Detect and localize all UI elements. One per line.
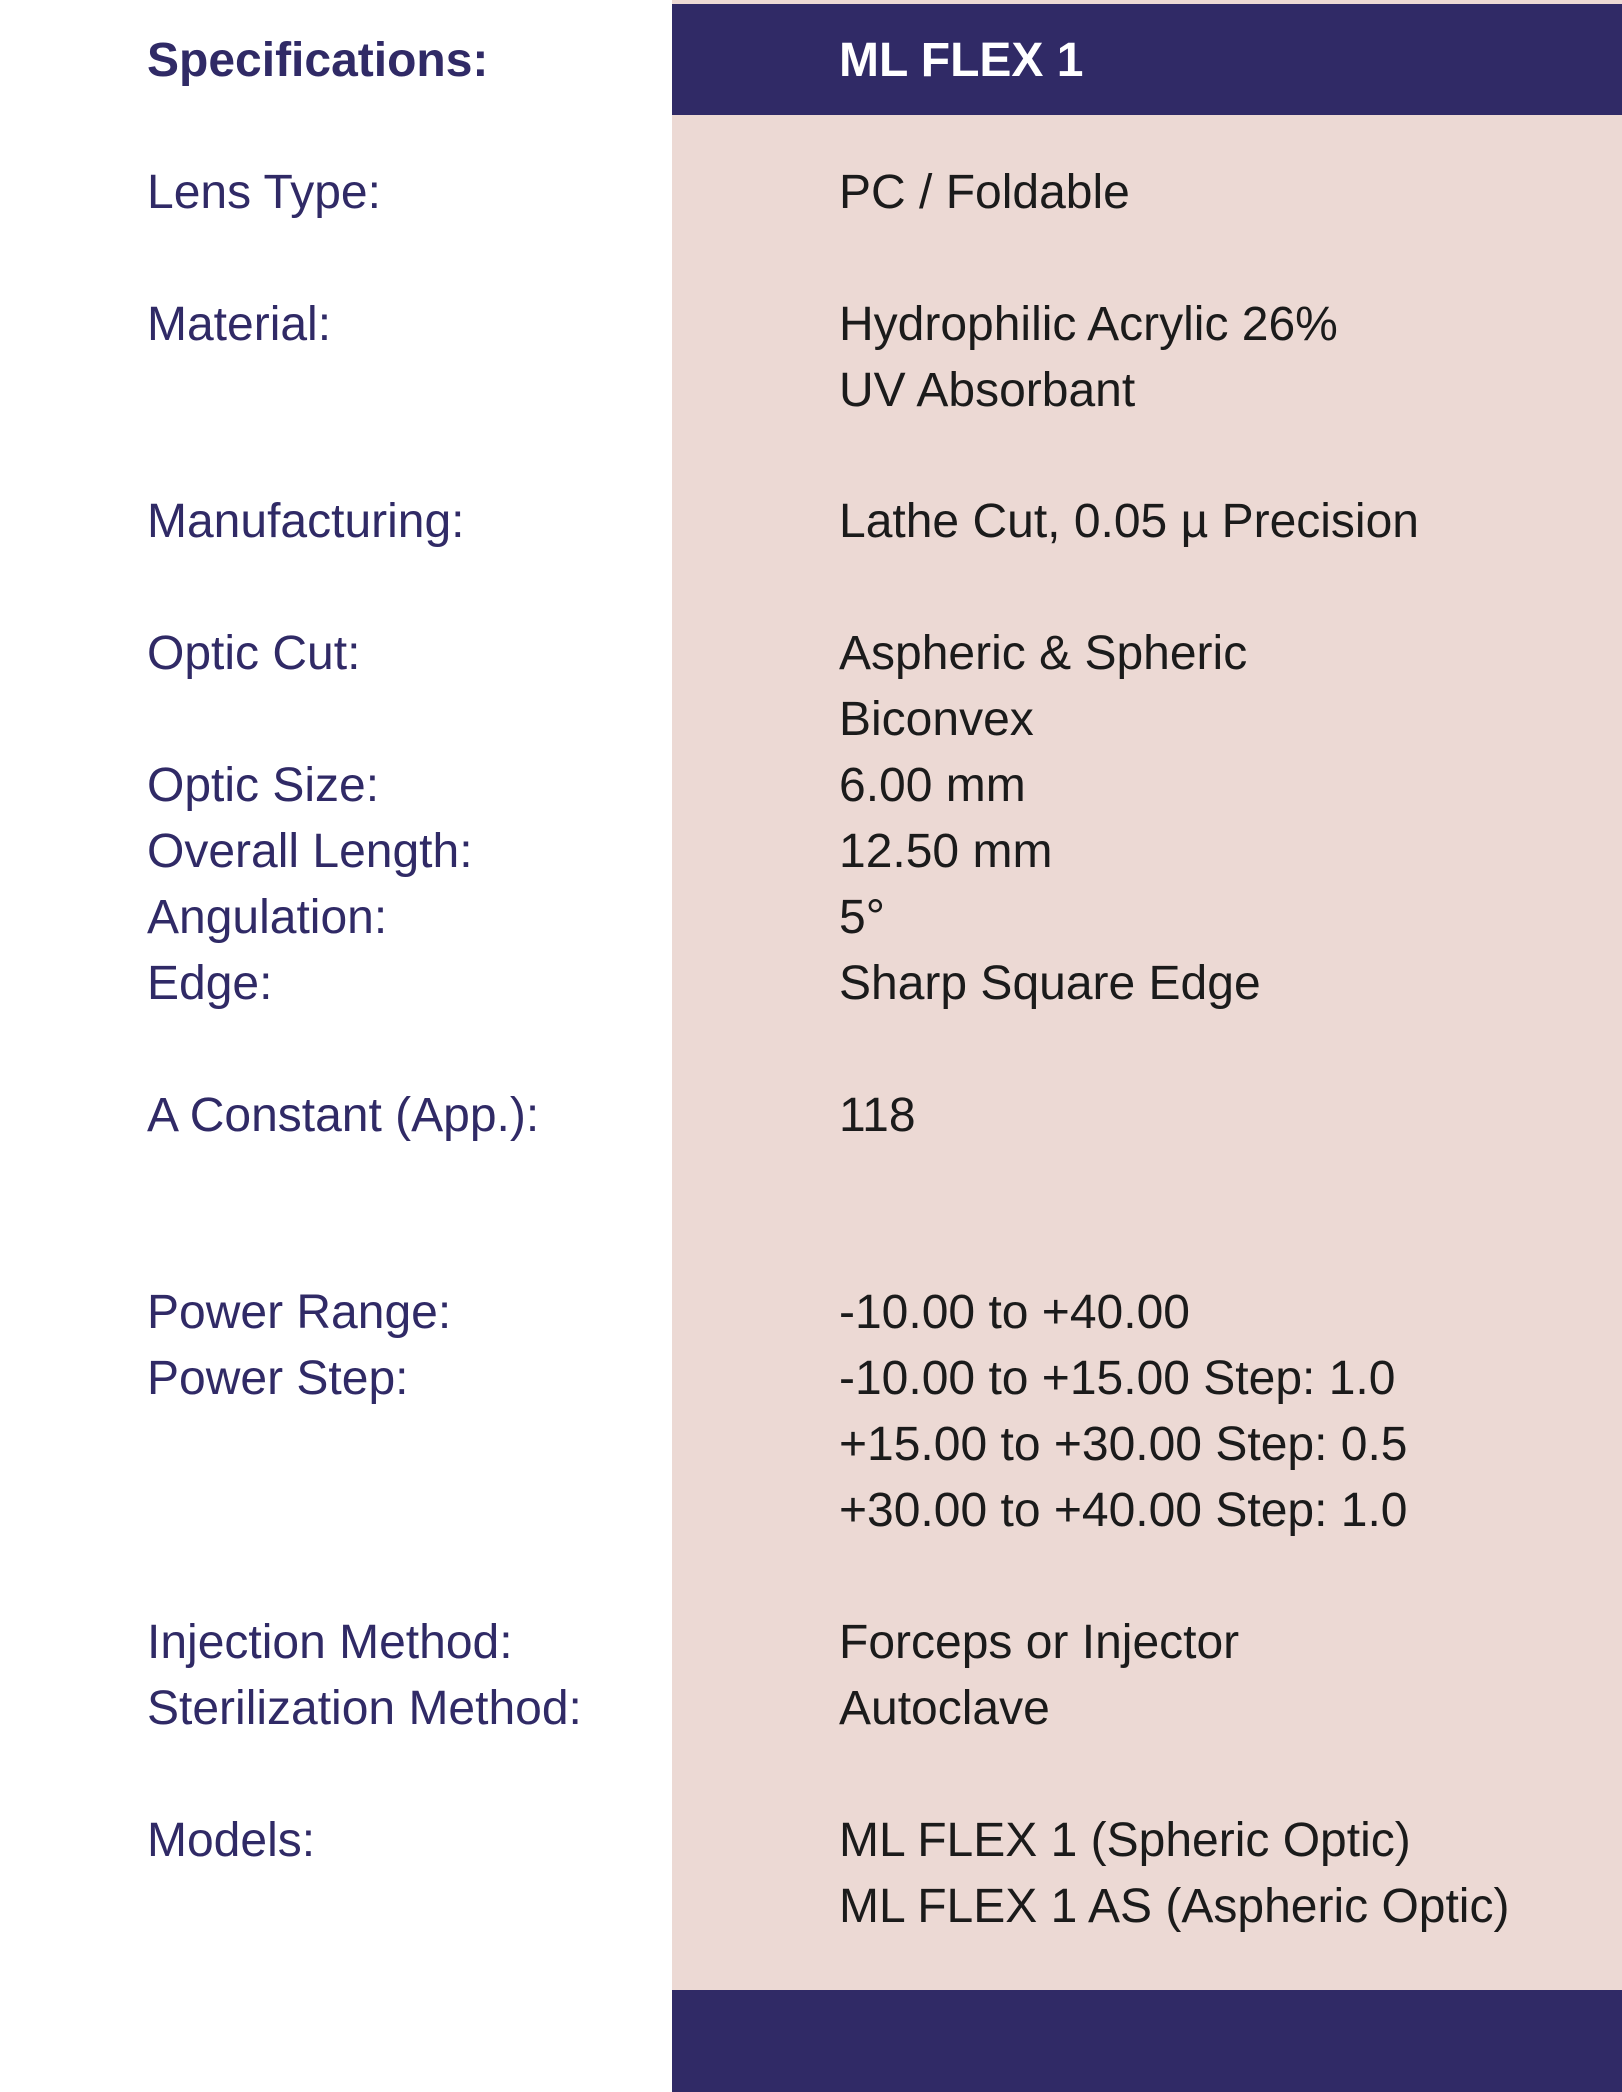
models-value-line1: ML FLEX 1 (Spheric Optic): [839, 1814, 1411, 1867]
header-bar: [672, 4, 1622, 115]
injection-method-value: Forceps or Injector: [839, 1616, 1240, 1669]
lens-type-label: Lens Type:: [147, 166, 381, 219]
optic-cut-label: Optic Cut:: [147, 627, 361, 680]
overall-length-label: Overall Length:: [147, 825, 473, 878]
sterilization-method-label: Sterilization Method:: [147, 1682, 582, 1735]
angulation-label: Angulation:: [147, 891, 388, 944]
power-range-value: -10.00 to +40.00: [839, 1286, 1190, 1339]
power-step-label: Power Step:: [147, 1352, 409, 1405]
overall-length-value: 12.50 mm: [839, 825, 1053, 878]
models-label: Models:: [147, 1814, 316, 1867]
optic-size-value: 6.00 mm: [839, 759, 1026, 812]
optic-cut-value-line1: Aspheric & Spheric: [839, 627, 1248, 680]
lens-type-value: PC / Foldable: [839, 166, 1130, 219]
specifications-heading: Specifications:: [147, 34, 489, 87]
sterilization-method-value: Autoclave: [839, 1682, 1050, 1735]
model-heading: ML FLEX 1: [839, 34, 1084, 87]
manufacturing-value: Lathe Cut, 0.05 µ Precision: [839, 495, 1419, 548]
power-step-value-line2: +15.00 to +30.00 Step: 0.5: [839, 1418, 1408, 1471]
a-constant-label: A Constant (App.):: [147, 1089, 540, 1142]
power-range-label: Power Range:: [147, 1286, 452, 1339]
footer-bar: [672, 1990, 1622, 2092]
models-value-line2: ML FLEX 1 AS (Aspheric Optic): [839, 1880, 1510, 1933]
material-value-line2: UV Absorbant: [839, 364, 1136, 417]
edge-value: Sharp Square Edge: [839, 957, 1261, 1010]
edge-label: Edge:: [147, 957, 273, 1010]
angulation-value: 5°: [839, 891, 885, 944]
optic-size-label: Optic Size:: [147, 759, 380, 812]
power-step-value-line3: +30.00 to +40.00 Step: 1.0: [839, 1484, 1408, 1537]
material-value-line1: Hydrophilic Acrylic 26%: [839, 298, 1338, 351]
a-constant-value: 118: [839, 1089, 916, 1142]
power-step-value-line1: -10.00 to +15.00 Step: 1.0: [839, 1352, 1396, 1405]
manufacturing-label: Manufacturing:: [147, 495, 465, 548]
material-label: Material:: [147, 298, 332, 351]
optic-cut-value-line2: Biconvex: [839, 693, 1034, 746]
injection-method-label: Injection Method:: [147, 1616, 513, 1669]
